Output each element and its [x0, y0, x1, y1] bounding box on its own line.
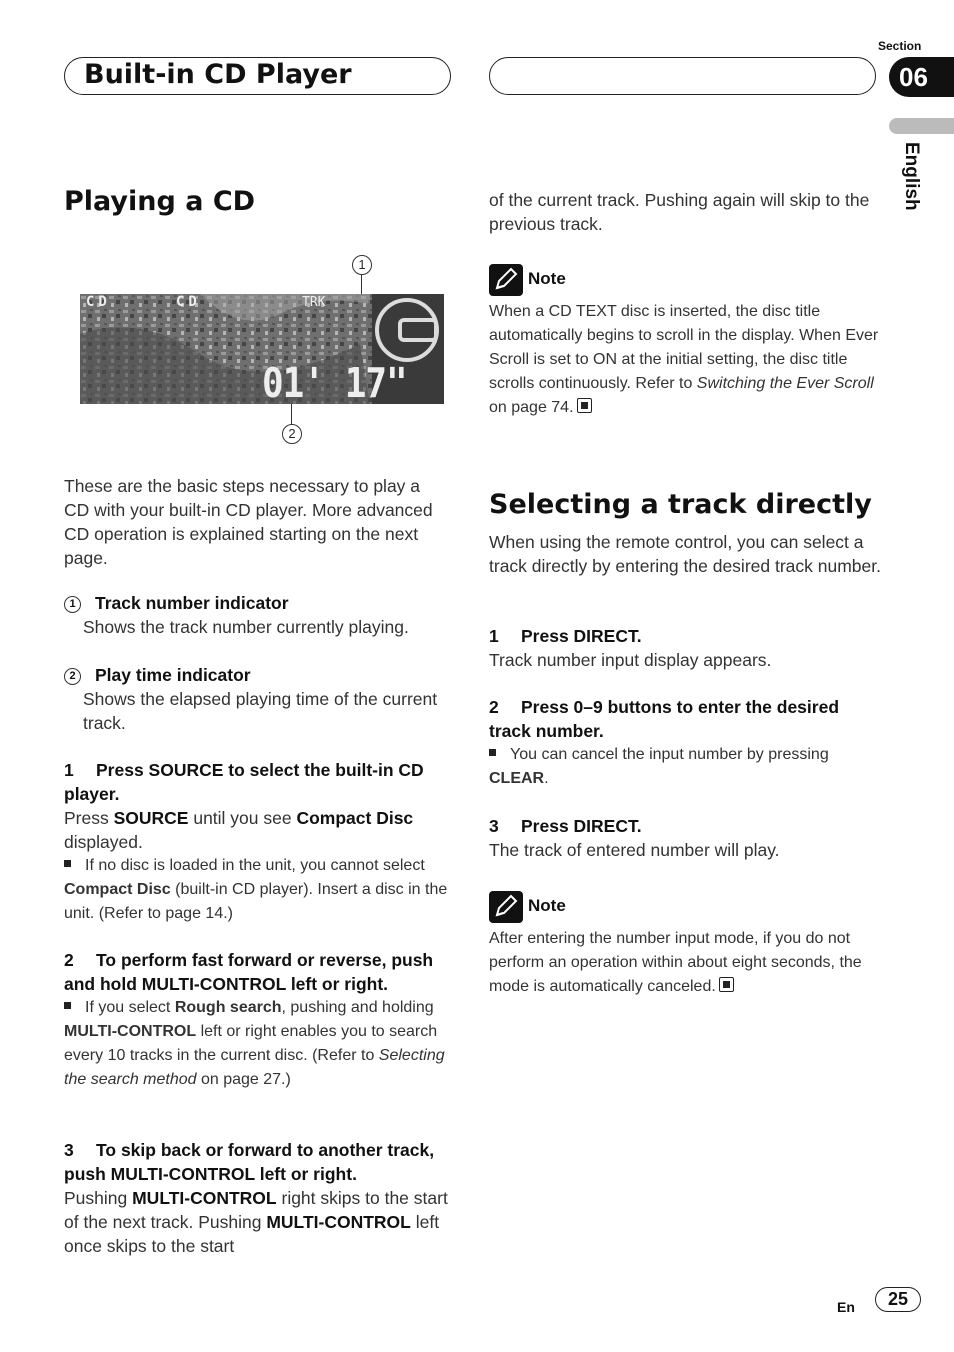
- note-1-label: Note: [528, 269, 566, 288]
- direct-step-2-bullet: You can cancel the input number by pressing CLEAR.: [489, 746, 829, 787]
- step-2-bullet: If you select Rough search, pushing and holding MULTI-CONTROL left or right enables you to search every 10 tracks in the current disc. (Refer to Selecting the search method on page 27.): [64, 999, 445, 1088]
- step-1-body: Press SOURCE until you see Compact Disc displayed.: [64, 808, 414, 852]
- language-label: English: [901, 142, 922, 211]
- direct-step-2-number: 2: [489, 697, 499, 717]
- bullet-icon: [489, 749, 496, 756]
- indicator-2-number: 2: [64, 668, 81, 685]
- step-3-body: Pushing MULTI-CONTROL right skips to the start of the next track. Pushing MULTI-CONTROL left once skips to the start: [64, 1188, 448, 1256]
- indicator-1-desc: Shows the track number currently playing.: [83, 617, 409, 637]
- step-3-block: [64, 1138, 449, 1258]
- note-2-text: After entering the number input mode, if you do not perform an operation within about eight seconds, the mode is automatically canceled.: [489, 930, 862, 995]
- lcd-track-number-indicator: TRK: [302, 295, 326, 310]
- direct-step-1-body: Track number input display appears.: [489, 650, 772, 670]
- intro-paragraph: These are the basic steps necessary to play a CD with your built-in CD player. More advanced CD operation is explained starting on the next page.: [64, 476, 433, 568]
- callout-2: 2: [282, 424, 302, 444]
- direct-step-3-number: 3: [489, 816, 499, 836]
- direct-step-1-title: Press DIRECT.: [521, 626, 642, 646]
- heading-playing-a-cd: Playing a CD: [64, 186, 256, 217]
- step-2-block: [64, 948, 452, 1092]
- bullet-icon: [64, 1002, 71, 1009]
- direct-step-1: [489, 624, 879, 672]
- callout-2-line: [291, 404, 292, 424]
- end-mark-icon: [577, 398, 592, 413]
- note-icon: [489, 264, 523, 296]
- indicator-1-number: 1: [64, 596, 81, 613]
- footer-language: En: [837, 1299, 855, 1315]
- lcd-display-image: [80, 294, 444, 404]
- header-empty-frame: [489, 57, 876, 95]
- lcd-cd-label-left: CD: [86, 294, 111, 310]
- indicator-1-title: Track number indicator: [95, 593, 289, 613]
- note-2-label: Note: [528, 896, 566, 915]
- step-1-number: 1: [64, 760, 74, 780]
- section-number-badge: 06: [889, 57, 954, 97]
- lcd-play-time-indicator: 01' 17": [262, 360, 407, 404]
- note-icon: [489, 891, 523, 923]
- step-3-number: 3: [64, 1140, 74, 1160]
- note-1-text: When a CD TEXT disc is inserted, the disc title automatically begins to scroll in the display. When Ever Scroll is set to ON at the initial setting, the disc title scrolls continuously. Refer to Switching the Ever Scroll on page 74.: [489, 303, 879, 416]
- step-3-title: To skip back or forward to another track, push MULTI-CONTROL left or right.: [64, 1140, 435, 1184]
- chapter-title: Built-in CD Player: [84, 59, 352, 90]
- indicator-2: [64, 663, 449, 735]
- language-tab: [889, 118, 954, 134]
- page-number: 25: [875, 1287, 921, 1312]
- direct-step-3: [489, 814, 879, 862]
- direct-step-2-title: Press 0–9 buttons to enter the desired track number.: [489, 697, 840, 741]
- step-2-title: To perform fast forward or reverse, push and hold MULTI-CONTROL left or right.: [64, 950, 434, 994]
- step-1-bullet: If no disc is loaded in the unit, you cannot select Compact Disc (built-in CD player). Insert a disc in the unit. (Refer to page 14.): [64, 857, 448, 922]
- indicator-1: [64, 591, 449, 639]
- direct-step-3-body: The track of entered number will play.: [489, 840, 780, 860]
- direct-step-1-number: 1: [489, 626, 499, 646]
- indicator-2-title: Play time indicator: [95, 665, 251, 685]
- callout-1: 1: [352, 255, 372, 275]
- section-label: Section: [878, 39, 922, 53]
- bullet-icon: [64, 860, 71, 867]
- direct-step-3-title: Press DIRECT.: [521, 816, 642, 836]
- indicator-2-desc: Shows the elapsed playing time of the current track.: [83, 689, 438, 733]
- end-mark-icon: [719, 977, 734, 992]
- heading-selecting-track: Selecting a track directly: [489, 489, 872, 520]
- direct-step-2: [489, 695, 879, 791]
- step-1-title: Press SOURCE to select the built-in CD player.: [64, 760, 424, 804]
- continued-paragraph: of the current track. Pushing again will skip to the previous track.: [489, 190, 870, 234]
- lcd-cd-label-mid: CD: [176, 294, 201, 310]
- selecting-intro: When using the remote control, you can select a track directly by entering the desired track number.: [489, 532, 881, 576]
- step-1-block: [64, 758, 449, 926]
- step-2-number: 2: [64, 950, 74, 970]
